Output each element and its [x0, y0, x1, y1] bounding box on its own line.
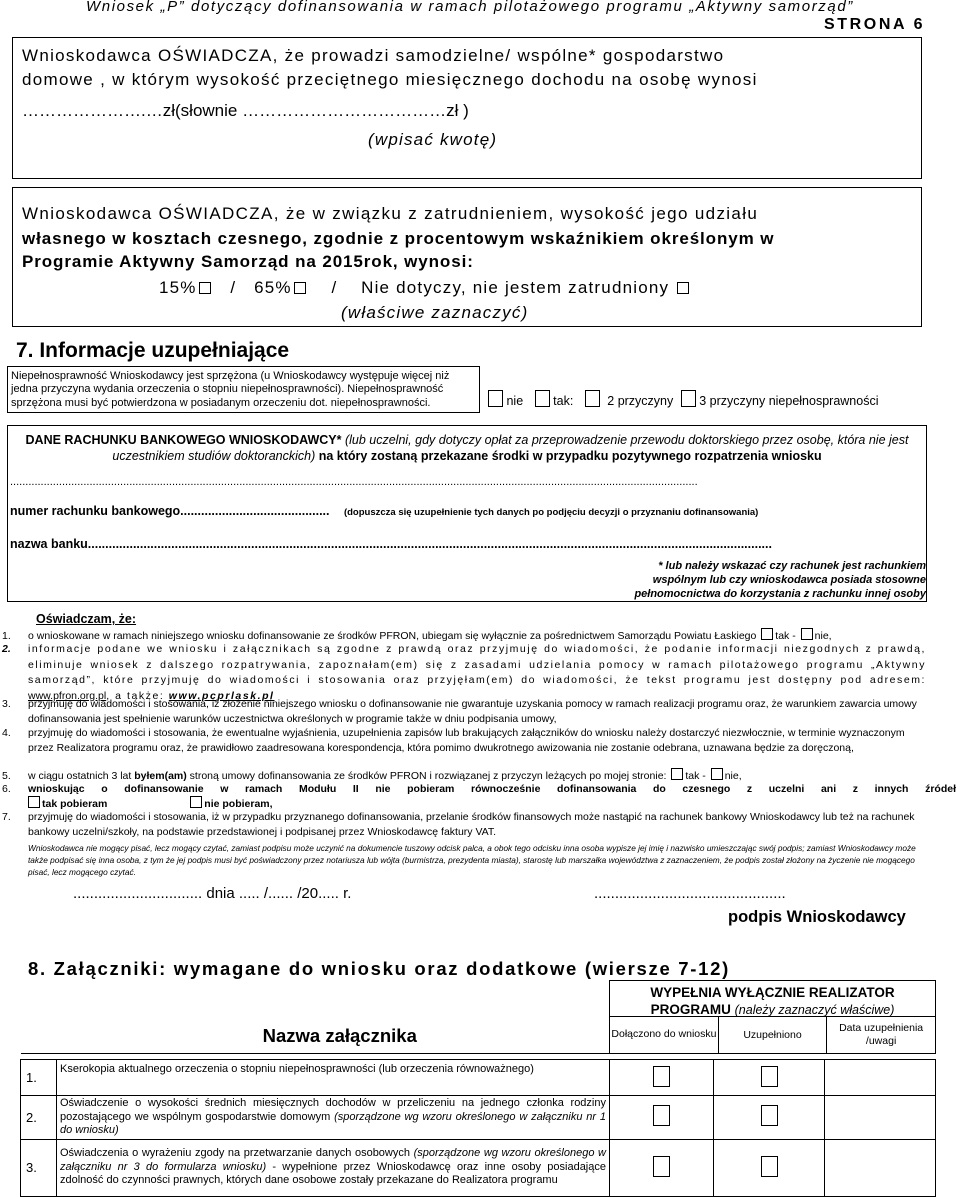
declaration-text: wnioskując o dofinansowanie w ramach Modułu II nie pobieram równocześnie dofinansowania do czesnego z uczelni ani z innych źródeł	[28, 783, 956, 795]
declaration-4	[2, 726, 926, 756]
option-65-label: 65%	[254, 278, 292, 297]
bank-dotted-line[interactable]: .................................................................................................................................................................................................................................	[10, 476, 698, 488]
income-amount-line[interactable]: ………………….…zł(słownie ………………………………zł )	[22, 101, 469, 120]
option-15-label: 15%	[159, 278, 197, 297]
bank-title-italic: (lub uczelni, gdy dotyczy opłat za przeprowadzenie przewodu doktorskiego przez osobę, która nie jest uczestnikiem studiów doktoranckich)	[112, 433, 909, 463]
declaration-number: 3.	[2, 698, 11, 710]
completed-checkbox[interactable]	[761, 1066, 778, 1087]
option-separator: /	[230, 278, 237, 297]
income-line-2: domowe , w którym wysokość przeciętnego miesięcznego dochodu na osobę wynosi	[22, 70, 758, 89]
disability-3-causes-checkbox[interactable]	[681, 390, 696, 407]
account-number-note: (dopuszcza się uzupełnienie tych danych po podjęciu decyzji o przyznaniu dofinansowania)	[343, 507, 759, 518]
date-remarks-cell[interactable]	[825, 1060, 936, 1096]
account-number-field[interactable]	[10, 502, 758, 520]
attached-checkbox[interactable]	[653, 1156, 670, 1177]
declaration-text: przyjmuję do wiadomości i stosowania, że ewentualne wyjaśnienia, uzupełnienia zapisów lub brakujących załączników do wniosku należy dostarczyć niezwłocznie, w terminie wyznaczonym przez Realizatora programu oraz, że prawidłowo zaadresowana korespondencja, która pomimo dwukrotnego awizowania nie zostanie odebrana, uznawana będzie za doręczoną,	[28, 727, 905, 755]
attachment-text: Oświadczenia o wyrażeniu zgody na przetwarzanie danych osobowych	[60, 1147, 414, 1160]
signature-dots[interactable]: ..............................................	[594, 885, 786, 902]
tuition-line-1: Wnioskodawca OŚWIADCZA, że w związku z zatrudnieniem, wysokość jego udziału	[22, 204, 759, 223]
pcpr-link[interactable]: www.pcprlask.pl	[168, 689, 275, 702]
bank-name-field[interactable]: nazwa banku.....................................................................................................................................................................................................	[10, 537, 772, 551]
attachment-name	[57, 1096, 610, 1140]
declaration-6-no-label: nie pobieram,	[204, 798, 273, 810]
attached-checkbox[interactable]	[653, 1105, 670, 1126]
declaration-7	[2, 810, 926, 839]
declaration-text-bold: byłem(am)	[134, 770, 187, 782]
income-statement-box	[12, 37, 922, 179]
signature-label: podpis Wnioskodawcy	[728, 908, 906, 926]
disability-info-box	[7, 366, 480, 413]
attachments-table	[20, 980, 936, 1197]
declaration-6-yes-checkbox[interactable]	[28, 796, 40, 808]
declaration-text: informacje podane we wniosku i załącznikach są zgodne z prawdą oraz przyjmuję do wiadomości, że podanie informacji niezgodnych z prawdą, eliminuje wniosek z dalszego rozpatrywania, zapoznałam(em) się z zasadami udzielania pomocy w ramach pilotażowego programu „Aktywny samorząd”, które przyjmuję do wiadomości i stosowania oraz przyjęłam(em) do wiadomości, że tekst programu jest dostępny pod adresem:	[28, 643, 926, 686]
declaration-5-no-checkbox[interactable]	[711, 768, 723, 780]
attachment-number: 1.	[21, 1060, 57, 1096]
column-date-header: Data uzupełnienia /uwagi	[827, 1017, 935, 1053]
declaration-6-yes-label: tak pobieram	[42, 798, 108, 810]
option-65-checkbox[interactable]	[294, 282, 306, 294]
declaration-6-no-checkbox[interactable]	[190, 796, 202, 808]
attachment-row	[21, 1060, 936, 1096]
declaration-text: o wnioskowane w ramach niniejszego wniosku dofinansowanie ze środków PFRON, ubiegam się wyłącznie za pośrednictwem Samorządu Powiatu Łaskiego	[28, 630, 757, 642]
realizator-hint: (należy zaznaczyć właściwe)	[734, 1003, 895, 1017]
declaration-5	[2, 768, 926, 783]
income-line-1: Wnioskodawca OŚWIADCZA, że prowadzi samodzielne/ wspólne* gospodarstwo	[22, 46, 725, 65]
declaration-2	[2, 642, 926, 704]
declaration-5-no-label: nie,	[724, 770, 742, 782]
tuition-share-box	[12, 187, 922, 327]
option-not-applicable-checkbox[interactable]	[677, 282, 689, 294]
option-15-checkbox[interactable]	[199, 282, 211, 294]
disability-2-causes-checkbox[interactable]	[585, 390, 600, 407]
declaration-text: stroną umowy dofinansowania ze środków PFRON i rozwiązanej z przyczyn leżących po mojej stronie:	[186, 770, 667, 782]
declaration-1-yes-checkbox[interactable]	[761, 628, 773, 640]
column-completed-header: Uzupełniono	[718, 1017, 826, 1053]
tuition-line-2: własnego w kosztach czesnego, zgodnie z procentowym wskaźnikiem określonym w	[22, 229, 775, 248]
attached-checkbox[interactable]	[653, 1066, 670, 1087]
completed-checkbox[interactable]	[761, 1156, 778, 1177]
tuition-line-3: Programie Aktywny Samorząd na 2015rok, wynosi:	[22, 252, 474, 271]
bank-title-bold: DANE RACHUNKU BANKOWEGO WNIOSKODAWCY*	[25, 433, 342, 447]
attachment-text: Oświadczenie o wysokości średnich miesięcznych dochodów w przeliczeniu na jednego członka rodziny pozostającego we wspólnym gospodarstwie domowym	[60, 1097, 606, 1123]
attachment-text-italic: (sporządzone wg wzoru określonego w załączniku nr 3 do formularza wniosku)	[60, 1147, 606, 1173]
disability-yes-label: tak:	[553, 394, 574, 408]
section-7-heading: 7. Informacje uzupełniające	[16, 339, 290, 362]
completed-checkbox[interactable]	[761, 1105, 778, 1126]
realizator-title: WYPEŁNIA WYŁĄCZNIE REALIZATOR PROGRAMU	[650, 985, 895, 1017]
disability-2-causes-label: 2 przyczyny	[607, 394, 674, 408]
attachment-row	[21, 1139, 936, 1196]
declaration-1-yes-label: tak -	[775, 630, 796, 642]
attachment-name: Kserokopia aktualnego orzeczenia o stopniu niepełnosprawności (lub orzeczenia równoważnego)	[57, 1060, 610, 1096]
attachment-name	[57, 1139, 610, 1196]
disability-yes-checkbox[interactable]	[535, 390, 550, 407]
income-amount-hint: (wpisać kwotę)	[368, 130, 498, 149]
attachment-number: 2.	[21, 1096, 57, 1140]
declaration-also-text: , a także:	[106, 689, 165, 702]
disability-no-label: nie	[506, 394, 524, 408]
declaration-1-no-label: nie,	[814, 630, 832, 642]
declaration-3	[2, 697, 926, 727]
declaration-number: 4.	[2, 727, 11, 739]
document-header-title: Wniosek „P” dotyczący dofinansowania w ramach pilotażowego programu „Aktywny samorząd”	[86, 0, 854, 15]
declaration-6	[2, 782, 958, 811]
signature-note: Wnioskodawca nie mogący pisać, lecz mogący czytać, zamiast podpisu może uczynić na dokumencie tuszowy odcisk palca, a obok tego odcisku inna osoba wypisze jej imię i nazwisko umieszczając swój podpis; zamiast Wnioskodawcy może także podpisać się inna osoba, z tym że jej podpis musi być poświadczony przez notariusza lub wójta (burmistrza, prezydenta miasta), starostę lub marszałka województwa z zaznaczeniem, że podpis został złożony na życzenie nie mogącego pisać, lecz mogącego czytać.	[28, 843, 916, 877]
page-number-label: STRONA 6	[824, 16, 926, 33]
declaration-number: 1.	[2, 630, 11, 642]
option-not-applicable-label: Nie dotyczy, nie jestem zatrudniony	[361, 278, 670, 297]
declaration-text: w ciągu ostatnich 3 lat	[28, 770, 135, 782]
realizator-header	[610, 981, 935, 1016]
bank-footnote: * lub należy wskazać czy rachunek jest rachunkiem wspólnym lub czy wnioskodawca posiada stosowne pełnomocnictwa do korzystania z rachunku innej osoby	[634, 560, 926, 600]
attachment-row	[21, 1096, 936, 1140]
disability-text: Niepełnosprawność Wnioskodawcy jest sprzężona (u Wnioskodawcy występuje więcej niż jedna przyczyna wydania orzeczenia o stopniu niepełnosprawności). Niepełnosprawność sprzężona musi być potwierdzona w posiadanym orzeczeniu dot. niepełnosprawności.	[11, 370, 450, 409]
bank-details-box	[7, 425, 927, 602]
tuition-options	[159, 278, 691, 298]
declaration-number: 7.	[2, 811, 11, 823]
bank-title-rest: na który zostaną przekazane środki w przypadku pozytywnego rozpatrzenia wniosku	[315, 449, 822, 463]
column-name-header: Nazwa załącznika	[262, 1025, 417, 1046]
disability-options	[488, 390, 879, 408]
attachment-text-italic: (sporządzone wg wzoru określonego w załączniku nr 1 do wniosku)	[60, 1110, 607, 1136]
column-attached-header: Dołączono do wniosku	[610, 1017, 718, 1053]
declaration-1	[2, 628, 942, 643]
date-line[interactable]: ............................... dnia ..... /...... /20..... r.	[73, 885, 352, 902]
declaration-text: przyjmuję do wiadomości i stosowania, iż w przypadku przyznanego dofinansowania, przelanie środków finansowych może nastąpić na rachunek bankowy Wnioskodawcy lub też na rachunek bankowy uczelni/szkoły, na podstawie przedstawionej i podpisanej przez Wnioskodawcę faktury VAT.	[28, 811, 915, 838]
declaration-5-yes-checkbox[interactable]	[671, 768, 683, 780]
bank-title	[13, 432, 921, 464]
declaration-number: 6.	[2, 783, 11, 795]
date-remarks-cell[interactable]	[825, 1139, 936, 1196]
attachment-number: 3.	[21, 1139, 57, 1196]
attachment-text: - wypełnione przez Wnioskodawcę oraz inne osoby posiadające zdolność do czynności prawnych, których dane osobowe zostały przekazane do Realizatora programu	[60, 1160, 606, 1187]
declaration-5-yes-label: tak -	[685, 770, 706, 782]
declaration-number: 5.	[2, 770, 11, 782]
section-8-heading: 8. Załączniki: wymagane do wniosku oraz dodatkowe (wiersze 7-12)	[28, 958, 730, 979]
declarations-heading: Oświadczam, że:	[36, 612, 137, 626]
option-separator-2: /	[331, 278, 338, 297]
disability-3-causes-label: 3 przyczyny niepełnosprawności	[699, 394, 879, 408]
date-remarks-cell[interactable]	[825, 1096, 936, 1140]
account-number-label: numer rachunku bankowego...........................................	[10, 504, 330, 518]
tuition-hint: (właściwe zaznaczyć)	[341, 303, 529, 322]
declaration-number: 2.	[2, 643, 11, 655]
declaration-1-no-checkbox[interactable]	[801, 628, 813, 640]
pfron-link[interactable]: www.pfron.org.pl	[28, 689, 107, 702]
disability-no-checkbox[interactable]	[488, 390, 503, 407]
declaration-text: przyjmuję do wiadomości i stosowania, iż złożenie niniejszego wniosku o dofinansowanie nie gwarantuje uzyskania pomocy w ramach realizacji programu oraz, że warunkiem zawarcia umowy dofinansowania jest spełnienie warunków uczestnictwa określonych w programie także w dniu podpisania umowy,	[28, 698, 917, 726]
